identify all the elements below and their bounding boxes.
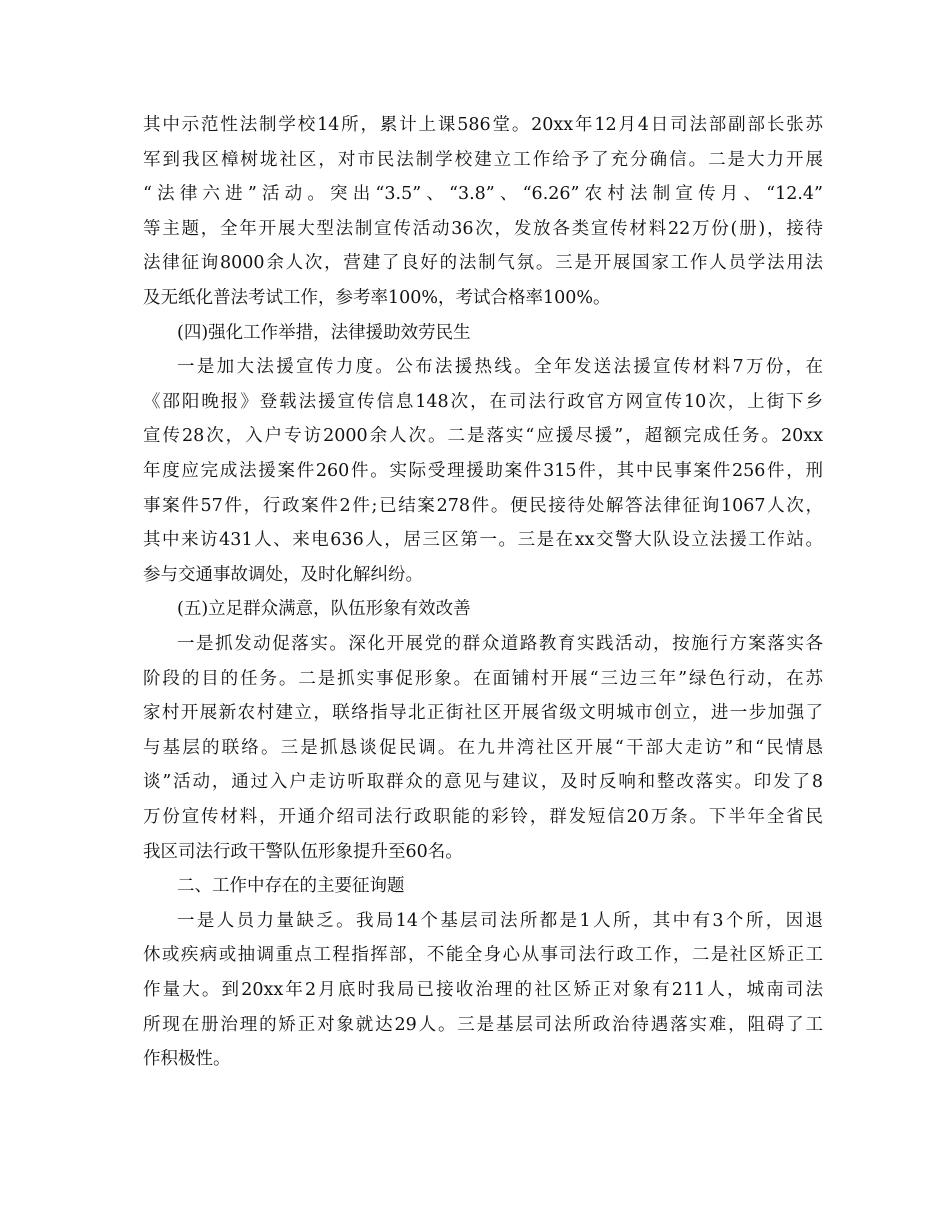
text-line: 及无纸化普法考试工作，参考率100%，考试合格率100%。 (143, 288, 611, 308)
text-line: 参与交通事故调处，及时化解纠纷。 (143, 564, 423, 585)
text-line: 法律征询8000余人次，营建了良好的法制气氛。三是开展国家工作人员学法用法 (143, 253, 823, 274)
text-line: 与基层的联络。三是抓恳谈促民调。在九井湾社区开展“干部大走访”和“民情恳 (143, 737, 823, 758)
text-line: 宣传28次，入户专访2000余人次。二是落实“应援尽援”，超额完成任务。20xx (143, 426, 823, 447)
text-line: 阶段的目的任务。二是抓实事促形象。在面铺村开展“三边三年”绿色行动，在苏 (143, 668, 823, 689)
text-line: 其中示范性法制学校14所，累计上课586堂。20xx年12月4日司法部副部长张苏 (143, 115, 823, 135)
text-line: 家村开展新农村建立，联络指导北正街社区开展省级文明城市创立，进一步加强了 (143, 703, 823, 724)
text-line: 作积极性。 (143, 1049, 231, 1070)
text-line: 其中来访431人、来电636人，居三区第一。三是在xx交警大队设立法援工作站。 (143, 530, 823, 551)
text-line: 谈”活动，通过入户走访听取群众的意见与建议，及时反响和整改落实。印发了8 (143, 772, 823, 793)
text-line: 一是抓发动促落实。深化开展党的群众道路教育实践活动，按施行方案落实各 (177, 634, 823, 654)
text-line: 所现在册治理的矫正对象就达29人。三是基层司法所政治待遇落实难，阻碍了工 (143, 1014, 823, 1035)
text-line: 万份宣传材料，开通介绍司法行政职能的彩铃，群发短信20万条。下半年全省民 (143, 807, 823, 827)
text-line: 等主题，全年开展大型法制宣传活动36次，发放各类宣传材料22万份(册)，接待 (143, 218, 823, 239)
text-line: 二、工作中存在的主要征询题 (177, 876, 405, 897)
text-line: 年度应完成法援案件260件。实际受理援助案件315件，其中民事案件256件，刑 (143, 461, 823, 481)
text-line: (四)强化工作举措，法律援助效劳民生 (177, 322, 471, 343)
text-line: “法律六进”活动。突出“3.5”、“3.8”、“6.26”农村法制宣传月、“12.4” (143, 184, 823, 205)
text-line: 作量大。到20xx年2月底时我局已接收治理的社区矫正对象有211人，城南司法 (143, 980, 823, 1000)
text-line: 一是人员力量缺乏。我局14个基层司法所都是1人所，其中有3个所，因退 (177, 910, 823, 931)
text-line: 我区司法行政干警队伍形象提升至60名。 (143, 841, 463, 862)
text-line: 军到我区樟树垅社区，对市民法制学校建立工作给予了充分确信。二是大力开展 (143, 149, 823, 170)
text-line: 一是加大法援宣传力度。公布法援热线。全年发送法援宣传材料7万份，在 (177, 357, 823, 378)
text-line: 休或疾病或抽调重点工程指挥部，不能全身心从事司法行政工作，二是社区矫正工 (143, 945, 823, 966)
text-line: (五)立足群众满意，队伍形象有效改善 (177, 599, 471, 620)
text-line: 事案件57件，行政案件2件;已结案278件。便民接待处解答法律征询1067人次， (143, 495, 823, 516)
text-line: 《邵阳晚报》登载法援宣传信息148次，在司法行政官方网宣传10次，上街下乡 (143, 391, 823, 412)
